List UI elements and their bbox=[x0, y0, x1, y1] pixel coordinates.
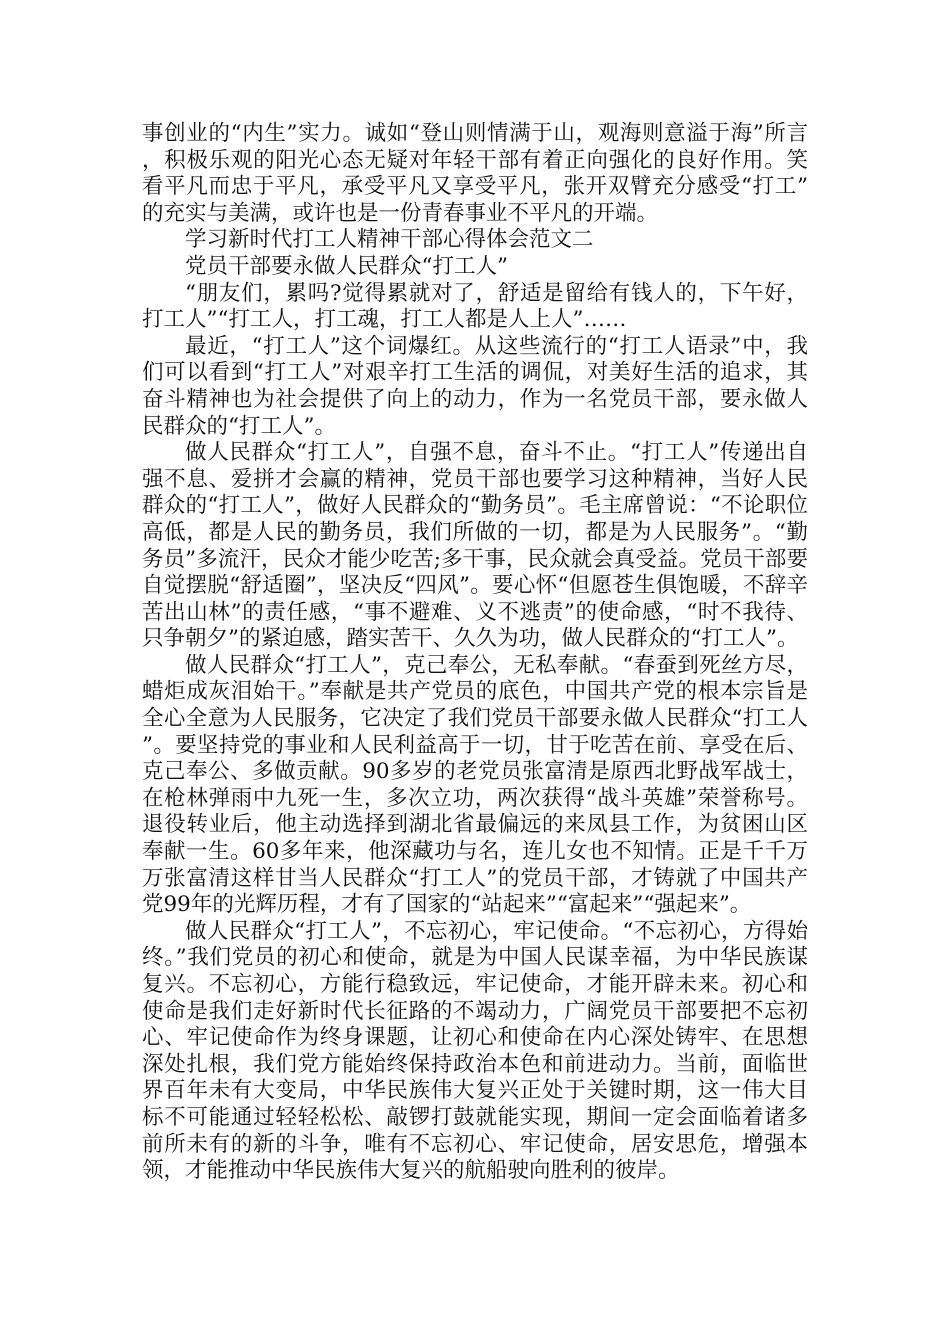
paragraph-section-2: 做人民群众“打工人”，克己奉公，无私奉献。“春蚕到死丝方尽，蜡炬成灰泪始干。”奉献是共产党员的底色，中国共产党的根本宗旨是全心全意为人民服务，它决定了我们党员干部要永做人民群众“打工人”。要坚持党的事业和人民利益高于一切，甘于吃苦在前、享受在后、克己奉公、多做贡献。90多岁的老党员张富清是原西北野战军战士，在枪林弹雨中九死一生，多次立功，两次获得“战斗英雄”荣誉称号。退役转业后，他主动选择到湖北省最偏远的来凤县工作，为贫困山区奉献一生。60多年来，他深藏功与名，连儿女也不知情。正是千千万万张富清这样甘当人民群众“打工人”的党员干部，才铸就了中国共产党99年的光辉历程，才有了国家的“站起来”“富起来”“强起来”。 bbox=[142, 652, 808, 918]
article-subheading: 党员干部要永做人民群众“打工人” bbox=[185, 253, 508, 279]
paragraph-continuation: 事创业的“内生”实力。诚如“登山则情满于山，观海则意溢于海”所言，积极乐观的阳光心态无疑对年轻干部有着正向强化的良好作用。笑看平凡而忠于平凡，承受平凡又享受平凡，张开双臂充分感受“打工”的充实与美满，或许也是一份青春事业不平凡的开端。 bbox=[142, 121, 809, 226]
paragraph-section-3: 做人民群众“打工人”，不忘初心，牢记使命。“不忘初心，方得始终。”我们党员的初心和使命，就是为中国人民谋幸福，为中华民族谋复兴。不忘初心，方能行稳致远，牢记使命，才能开辟未来。初心和使命是我们走好新时代长征路的不竭动力，广阔党员干部要把不忘初心、牢记使命作为终身课题，让初心和使命在内心深处铸牢、在思想深处扎根，我们党方能始终保持政治本色和前进动力。当前，面临世界百年未有大变局，中华民族伟大复兴正处于关键时期，这一伟大目标不可能通过轻轻松松、敲锣打鼓就能实现，期间一定会面临着诸多前所未有的新的斗争，唯有不忘初心、牢记使命，居安思危，增强本领，才能推动中华民族伟大复兴的航船驶向胜利的彼岸。 bbox=[142, 918, 808, 1184]
article-heading: 学习新时代打工人精神干部心得体会范文二 bbox=[185, 227, 594, 253]
paragraph-quote: “朋友们，累吗?觉得累就对了，舒适是留给有钱人的，下午好，打工人”“打工人，打工魂，打工人都是人上人”…… bbox=[142, 280, 808, 333]
paragraph-intro: 最近，“打工人”这个词爆红。从这些流行的“打工人语录”中，我们可以看到“打工人”对艰辛打工生活的调侃，对美好生活的追求，其奋斗精神也为社会提供了向上的动力，作为一名党员干部，要永做人民群众的“打工人”。 bbox=[142, 333, 808, 439]
paragraph-section-1: 做人民群众“打工人”，自强不息，奋斗不止。“打工人”传递出自强不息、爱拼才会赢的精神，党员干部也要学习这种精神，当好人民群众的“打工人”，做好人民群众的“勤务员”。毛主席曾说：“不论职位高低，都是人民的勤务员，我们所做的一切，都是为人民服务”。“勤务员”多流汗，民众才能少吃苦;多干事，民众就会真受益。党员干部要自觉摆脱“舒适圈”，坚决反“四风”。要心怀“但愿苍生俱饱暖，不辞辛苦出山林”的责任感，“事不避难、义不逃责”的使命感，“时不我待、只争朝夕”的紧迫感，踏实苦干、久久为功，做人民群众的“打工人”。 bbox=[142, 440, 808, 652]
document-body bbox=[142, 121, 808, 1185]
